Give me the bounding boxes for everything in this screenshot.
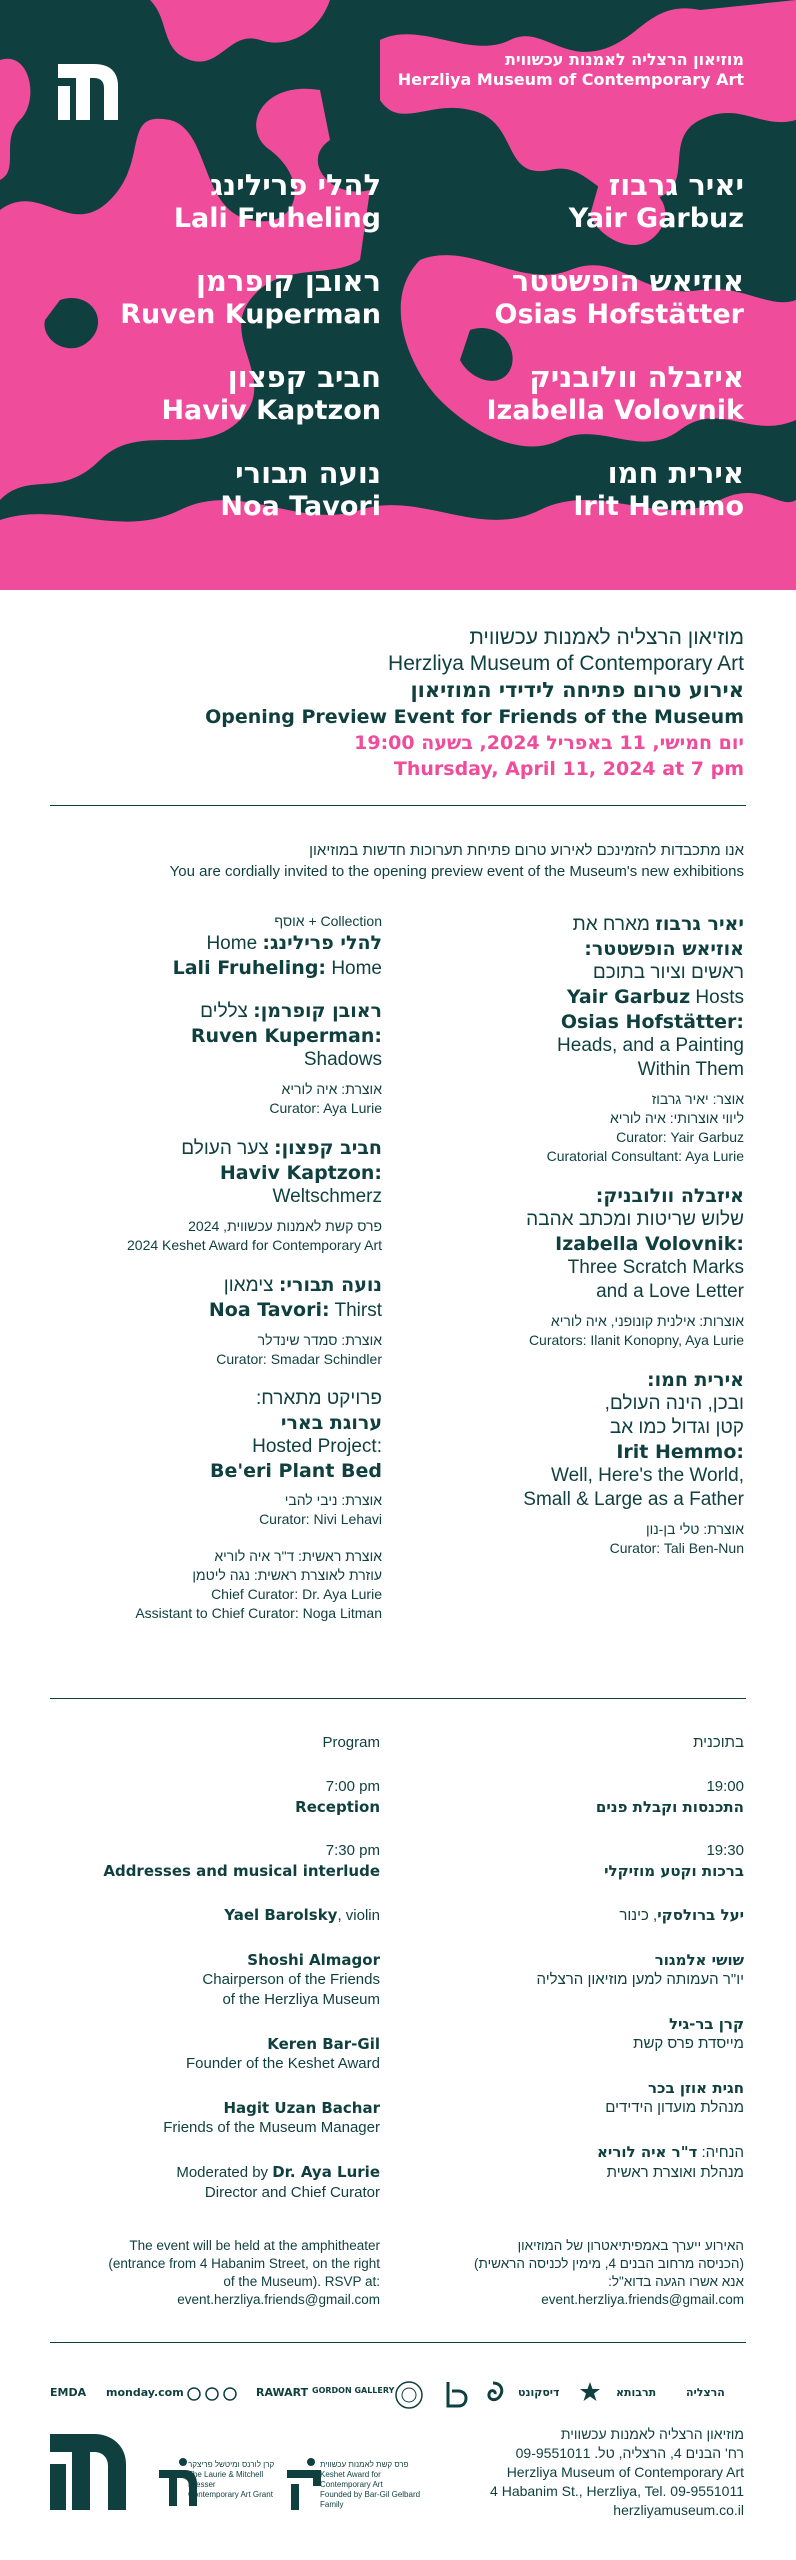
award-he: פרס קשת לאמנות עכשווית, 2024 — [188, 1218, 382, 1234]
exhibition-title-he: נועה תבורי: צימאון — [223, 1274, 382, 1296]
exhibition-subtitle-he: ובכן, הינה העולם, — [604, 1393, 744, 1414]
speaker-name: Shoshi Almagor — [247, 1951, 380, 1969]
sponsor-logo[interactable]: EMDA — [50, 2386, 87, 2399]
hero-artist — [444, 168, 744, 236]
contact-line: רח' הבנים 4, הרצליה, טל. 09-9551011 — [515, 2445, 744, 2461]
venue-he — [414, 2237, 744, 2309]
hero-artist-name-he: יאיר גרבוז — [608, 168, 744, 202]
exhibition-artist-he: אוזיאש הופשטטר: — [584, 938, 744, 960]
exhibition-subtitle-en: Three Scratch Marks — [567, 1257, 744, 1278]
hero-artist — [81, 168, 381, 236]
program-item: התכנסות וקבלת פנים — [595, 1798, 744, 1816]
exhibition-artist-en: Irit Hemmo: — [616, 1441, 744, 1463]
collection-label: אוסף + Collection — [274, 913, 382, 929]
speaker-role: מנהלת מועדון הידידים — [605, 2099, 744, 2116]
curator-en: Curator: Smadar Schindler — [216, 1351, 382, 1367]
speaker-role: of the Herzliya Museum — [222, 1991, 380, 2008]
curator-en: Curatorial Consultant: Aya Lurie — [546, 1148, 744, 1164]
speaker-name: קרן בר-גיל — [668, 2015, 744, 2033]
hosted-project-name-en: Be'eri Plant Bed — [209, 1460, 382, 1482]
exhibition-title-he: להלי פרילינג: Home — [206, 932, 382, 954]
hero-artist — [81, 456, 381, 524]
venue-line: (הכניסה מרחוב הבנים 4, מימין לכניסה הראשית) — [474, 2256, 744, 2271]
moderator-role: Director and Chief Curator — [204, 2184, 380, 2201]
hero-artist-name-en: Izabella Volovnik — [486, 395, 744, 426]
exhibition-artist-he: אירית חמו: — [647, 1369, 744, 1391]
curator-he: אוצר: יאיר גרבוז — [651, 1091, 744, 1107]
curator-he: אוצרת: ניבי להבי — [284, 1492, 382, 1508]
exhibition-subtitle-en: Within Them — [637, 1059, 744, 1080]
speaker: יעל ברולסקי, כינור — [619, 1906, 744, 1924]
award-en: 2024 Keshet Award for Contemporary Art — [127, 1237, 382, 1253]
exhibition-beeri — [50, 1387, 382, 1529]
exhibition-title-en: Noa Tavori: Thirst — [208, 1299, 382, 1321]
museum-name-he: מוזיאון הרצליה לאמנות עכשווית — [469, 626, 744, 649]
divider — [50, 1698, 746, 1699]
exhibition-artist-he: איזבלה וולובניק: — [595, 1185, 744, 1207]
hero-museum-name-he: מוזיאון הרצליה לאמנות עכשווית — [504, 50, 744, 69]
venue-en — [50, 2237, 380, 2309]
exhibition-title-en: Yair Garbuz Hosts — [566, 986, 744, 1008]
event-date-he: יום חמישי, 11 באפריל 2024, בשעה 19:00 — [354, 732, 744, 754]
invitation-he: אנו מתכבדות להזמינכם לאירוע טרום פתיחת תערוכות חדשות במוזיאון — [309, 842, 744, 859]
hero-banner — [0, 0, 796, 590]
hero-artist-name-en: Irit Hemmo — [573, 491, 744, 522]
invitation-en: You are cordially invited to the opening preview event of the Museum's new exhibitions — [169, 863, 744, 880]
program-item: Addresses and musical interlude — [103, 1862, 380, 1880]
invitation-text — [44, 840, 744, 882]
venue-line: The event will be held at the amphitheater — [129, 2238, 380, 2253]
curator-en: Curators: Ilanit Konopny, Aya Lurie — [528, 1332, 744, 1348]
hero-artist-name-en: Noa Tavori — [220, 491, 381, 522]
rsvp-email-link[interactable]: event.herzliya.friends@gmail.com — [541, 2292, 744, 2307]
chief-curator-en: Chief Curator: Dr. Aya Lurie — [211, 1586, 382, 1602]
museum-contact — [384, 2425, 744, 2520]
sponsor-logo[interactable]: GORDON GALLERY — [312, 2386, 395, 2395]
sponsor-logo[interactable]: RAWART — [256, 2386, 309, 2399]
curator-en: Curator: Aya Lurie — [269, 1100, 382, 1116]
keshet-award-logo-icon[interactable] — [285, 2456, 325, 2510]
speaker-role: יו"ר העמותה למען מוזיאון הרצליה — [536, 1971, 744, 1988]
sponsor-b-icon[interactable] — [442, 2380, 468, 2411]
program-time: 19:30 — [706, 1842, 744, 1859]
exhibition-volovnik — [414, 1184, 744, 1350]
hero-artist-name-he: איזבלה וולובניק — [529, 360, 744, 394]
curator-he: אוצרות: אילנית קונופני, איה לוריא — [550, 1313, 744, 1329]
sponsor-logo[interactable]: דיסקונט — [518, 2386, 560, 2399]
sponsor-logo-graphic[interactable] — [186, 2386, 238, 2405]
exhibition-kuperman — [50, 999, 382, 1118]
sponsor-graphic-icon — [186, 2386, 238, 2402]
program-time: 7:30 pm — [325, 1842, 380, 1859]
exhibition-subtitle-he: קטן וגדול כמו אב — [609, 1417, 744, 1438]
exhibitions-right-column — [414, 912, 744, 1558]
website-link[interactable]: herzliyamuseum.co.il — [613, 2502, 744, 2518]
sponsor-star-icon[interactable] — [578, 2380, 602, 2407]
exhibition-title-he: חביב קפצון: צער העולם — [181, 1137, 382, 1159]
speaker: Yael Barolsky, violin — [224, 1906, 380, 1924]
hero-artist — [81, 360, 381, 428]
exhibition-subtitle-en: Well, Here's the World, — [551, 1465, 744, 1486]
exhibition-artist-en: Ruven Kuperman: — [190, 1025, 382, 1047]
sponsor-strip — [50, 2378, 746, 2418]
museum-logo-icon[interactable] — [50, 50, 126, 126]
program-he — [444, 1733, 744, 2183]
exhibition-artist-en: Haviv Kaptzon: — [219, 1162, 382, 1184]
speaker-name: שושי אלמגור — [654, 1951, 744, 1969]
hero-artist — [81, 264, 381, 332]
exhibition-kaptzon — [50, 1136, 382, 1255]
exhibition-fruheling — [50, 912, 382, 981]
exhibition-subtitle-he: שלוש שריטות ומכתב אהבה — [526, 1209, 744, 1230]
venue-line: (entrance from 4 Habanim Street, on the right — [108, 2256, 380, 2271]
hosted-project-label-en: Hosted Project: — [252, 1436, 382, 1457]
exhibition-subtitle-he: ראשים וציור בתוכם — [592, 962, 744, 983]
event-date-en: Thursday, April 11, 2024 at 7 pm — [393, 758, 744, 780]
hosted-project-name-he: ערוגת בארי — [280, 1412, 382, 1434]
program-time: 19:00 — [706, 1778, 744, 1795]
hero-artist-name-en: Osias Hofstätter — [494, 299, 744, 330]
presser-grant-text: קרן לורנס ומיטשל פריצקר The Laurie & Mitchell Presser Contemporary Art Grant — [188, 2460, 275, 2499]
exhibition-subtitle-en: Shadows — [303, 1049, 382, 1070]
sponsor-logo[interactable]: monday.com — [106, 2386, 184, 2399]
exhibitions-left-column — [50, 912, 382, 1623]
assistant-curator-he: עוזרת לאוצרת ראשית: נגה ליטמן — [192, 1567, 382, 1583]
exhibition-subtitle-en: Weltschmerz — [272, 1186, 382, 1207]
venue-line: אנא אשרו הגעה בדוא"ל: — [608, 2274, 744, 2289]
assistant-curator-en: Assistant to Chief Curator: Noga Litman — [135, 1605, 382, 1621]
contact-line: מוזיאון הרצליה לאמנות עכשווית — [560, 2426, 744, 2442]
divider — [50, 2342, 746, 2343]
hero-artist-name-he: ראובן קופרמן — [195, 264, 381, 298]
rsvp-email-link[interactable]: event.herzliya.friends@gmail.com — [177, 2292, 380, 2307]
program-heading: Program — [322, 1734, 380, 1751]
exhibition-artist-en: Osias Hofstätter: — [560, 1011, 744, 1033]
hero-artist-name-en: Lali Fruheling — [173, 203, 381, 234]
hero-artist-name-he: אוזיאש הופשטטר — [511, 264, 744, 298]
exhibition-artist-en: Izabella Volovnik: — [555, 1233, 744, 1255]
curator-he: אוצרת: איה לוריא — [281, 1081, 382, 1097]
hero-artist-name-en: Haviv Kaptzon — [161, 395, 381, 426]
hero-artist-name-he: אירית חמו — [607, 456, 744, 490]
speaker-name: חגית אוזן בכר — [647, 2079, 744, 2097]
chief-curator-he: אוצרת ראשית: ד"ר איה לוריא — [214, 1548, 382, 1564]
program-en — [50, 1733, 380, 2203]
curator-he: אוצרת: סמדר שינדלר — [257, 1332, 382, 1348]
curator-en: Curator: Nivi Lehavi — [259, 1511, 382, 1527]
sponsor-logo[interactable]: הרצליה — [686, 2386, 725, 2399]
venue-line: האירוע ייערך באמפיתיאטרון של המוזיאון — [517, 2238, 744, 2253]
sponsor-swirl-icon[interactable] — [480, 2380, 506, 2411]
hosted-project-label-he: פרויקט מתארח: — [256, 1388, 382, 1409]
exhibition-tavori — [50, 1273, 382, 1369]
hero-museum-name-en: Herzliya Museum of Contemporary Art — [397, 70, 744, 89]
sponsor-logo[interactable]: תרבותא — [616, 2386, 657, 2399]
chief-curators — [50, 1547, 382, 1623]
exhibition-subtitle-en: Heads, and a Painting — [557, 1035, 744, 1056]
speaker-role: Chairperson of the Friends — [202, 1971, 380, 1988]
hero-artist-name-he: חביב קפצון — [227, 360, 381, 394]
event-header — [44, 625, 744, 782]
keshet-award-text: פרס קשת לאמנות עכשווית Keshet Award for Contemporary Art Founded by Bar-Gil Gelbard Family — [320, 2460, 421, 2509]
speaker-role: Founder of the Keshet Award — [185, 2055, 380, 2072]
speaker-role: Friends of the Museum Manager — [163, 2119, 380, 2136]
curator-he: אוצרת: טלי בן-נון — [645, 1521, 744, 1537]
curator-en: Curator: Tali Ben-Nun — [609, 1540, 744, 1556]
exhibition-title-he: יאיר גרבוז מארח את — [572, 913, 744, 935]
moderator: Moderated by Dr. Aya Lurie — [176, 2163, 380, 2181]
contact-line: 4 Habanim St., Herzliya, Tel. 09-9551011 — [490, 2483, 744, 2499]
program-item: Reception — [295, 1798, 380, 1816]
program-item: ברכות וקטע מוזיקלי — [604, 1862, 744, 1880]
hero-artist — [444, 264, 744, 332]
event-title-en: Opening Preview Event for Friends of the Museum — [205, 706, 744, 728]
sponsor-emblem-icon[interactable] — [394, 2380, 424, 2413]
exhibition-garbuz — [414, 912, 744, 1166]
hero-artist — [444, 360, 744, 428]
program-heading: בתוכנית — [693, 1734, 744, 1751]
program-time: 7:00 pm — [325, 1778, 380, 1795]
hero-artist-name-he: להלי פרילינג — [210, 168, 381, 202]
moderator-role: מנהלת ואוצרת ראשית — [606, 2164, 744, 2181]
hero-artist — [444, 456, 744, 524]
museum-name-en: Herzliya Museum of Contemporary Art — [388, 652, 744, 675]
venue-line: of the Museum). RSVP at: — [223, 2274, 380, 2289]
exhibition-title-en: Lali Fruheling: Home — [172, 957, 382, 979]
divider — [50, 805, 746, 806]
contact-line: Herzliya Museum of Contemporary Art — [506, 2464, 744, 2480]
hero-artist-name-en: Yair Garbuz — [568, 203, 744, 234]
speaker-role: מייסדת פרס קשת — [633, 2035, 744, 2052]
moderator: הנחיה: ד"ר איה לוריא — [597, 2143, 744, 2161]
exhibition-subtitle-en: and a Love Letter — [596, 1281, 744, 1302]
speaker-name: Hagit Uzan Bachar — [223, 2099, 380, 2117]
hero-artist-name-he: נועה תבורי — [235, 456, 381, 490]
exhibition-title-he: ראובן קופרמן: צללים — [200, 1000, 382, 1022]
exhibition-hemmo — [414, 1368, 744, 1558]
speaker-name: Keren Bar-Gil — [267, 2035, 380, 2053]
event-title-he: אירוע טרום פתיחה לידידי המוזיאון — [410, 678, 744, 702]
museum-logo-icon[interactable] — [50, 2434, 126, 2510]
curator-en: Curator: Yair Garbuz — [616, 1129, 744, 1145]
exhibition-subtitle-en: Small & Large as a Father — [523, 1489, 744, 1510]
curator-he: ליווי אוצרותי: איה לוריא — [610, 1110, 744, 1126]
hero-artist-name-en: Ruven Kuperman — [120, 299, 381, 330]
